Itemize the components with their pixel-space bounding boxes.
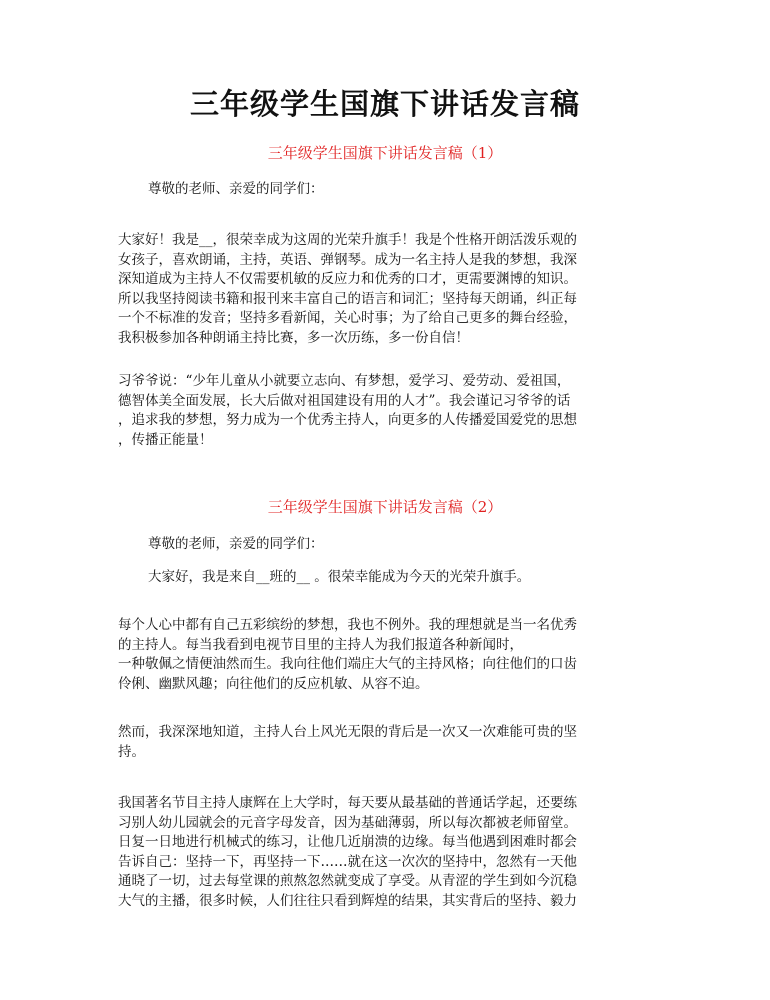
text-line: 我积极参加各种朗诵主持比赛，多一次历练，多一份自信！ <box>118 329 469 346</box>
text-line: 大家好！我是__，很荣幸成为这周的光荣升旗手！我是个性格开朗活泼乐观的 <box>118 232 577 248</box>
text-line: 女孩子，喜欢朗诵，主持，英语、弹钢琴。成为一名主持人是我的梦想，我深 <box>118 251 577 268</box>
paragraph-persistence-2 <box>118 723 648 762</box>
text-line: 我国著名节目主持人康辉在上大学时，每天要从最基础的普通话学起，还要练 <box>118 795 577 811</box>
paragraph-intro-1 <box>118 231 648 348</box>
text-line: 习别人幼儿园就会的元音字母发音，因为基础薄弱，所以每次都被老师留堂。 <box>118 814 577 831</box>
section-heading-2: 三年级学生国旗下讲话发言稿（2） <box>267 498 503 516</box>
paragraph-kanghui-2 <box>118 794 648 911</box>
text-line: 日复一日地进行机械式的练习，让他几近崩溃的边缘。每当他遇到困难时都会 <box>118 834 577 850</box>
text-line: 尊敬的老师、亲爱的同学们： <box>148 181 324 197</box>
greeting-2 <box>148 568 648 588</box>
paragraph-dream-2 <box>118 616 648 694</box>
section-heading-1: 三年级学生国旗下讲话发言稿（1） <box>267 144 503 162</box>
text-line: 一种敬佩之情便油然而生。我向往他们端庄大气的主持风格；向往他们的口齿 <box>118 656 577 672</box>
text-line: 大气的主播，很多时候，人们往往只看到辉煌的结果，其实背后的坚持、毅力 <box>118 892 577 909</box>
text-line: 伶俐、幽默风趣；向往他们的反应机敏、从容不迫。 <box>118 675 429 692</box>
text-line: 告诉自己：坚持一下，再坚持一下……就在这一次次的坚持中，忽然有一天他 <box>118 853 577 870</box>
text-line: 持。 <box>118 743 145 760</box>
salutation-2 <box>148 535 648 555</box>
salutation-1 <box>148 180 648 200</box>
text-line: 一个不标准的发音；坚持多看新闻，关心时事；为了给自己更多的舞台经验， <box>118 310 577 326</box>
text-line: 尊敬的老师，亲爱的同学们： <box>148 536 324 552</box>
text-line: 德智体美全面发展，长大后做对祖国建设有用的人才”。我会谨记习爷爷的话 <box>118 392 571 409</box>
text-line: ，追求我的梦想，努力成为一个优秀主持人，向更多的人传播爱国爱党的思想 <box>118 412 577 428</box>
text-line: 然而，我深深地知道，主持人台上风光无限的背后是一次又一次难能可贵的坚 <box>118 724 577 740</box>
text-line: ，传播正能量！ <box>118 431 213 448</box>
text-line: 深知道成为主持人不仅需要机敏的反应力和优秀的口才，更需要渊博的知识。 <box>118 271 577 287</box>
text-line: 每个人心中都有自己五彩缤纷的梦想，我也不例外。我的理想就是当一名优秀 <box>118 617 577 633</box>
text-line: 所以我坚持阅读书籍和报刊来丰富自己的语言和词汇；坚持每天朗诵，纠正每 <box>118 290 577 307</box>
text-line: 习爷爷说：“少年儿童从小就要立志向、有梦想，爱学习、爱劳动、爱祖国， <box>118 373 571 389</box>
page-title: 三年级学生国旗下讲话发言稿 <box>189 87 580 121</box>
text-line: 通晓了一切，过去每堂课的煎熬忽然就变成了享受。从青涩的学生到如今沉稳 <box>118 873 577 889</box>
text-line: 大家好，我是来自__班的__ 。很荣幸能成为今天的光荣升旗手。 <box>148 569 531 585</box>
text-line: 的主持人。每当我看到电视节目里的主持人为我们报道各种新闻时， <box>118 636 523 653</box>
paragraph-quote-1 <box>118 372 648 450</box>
